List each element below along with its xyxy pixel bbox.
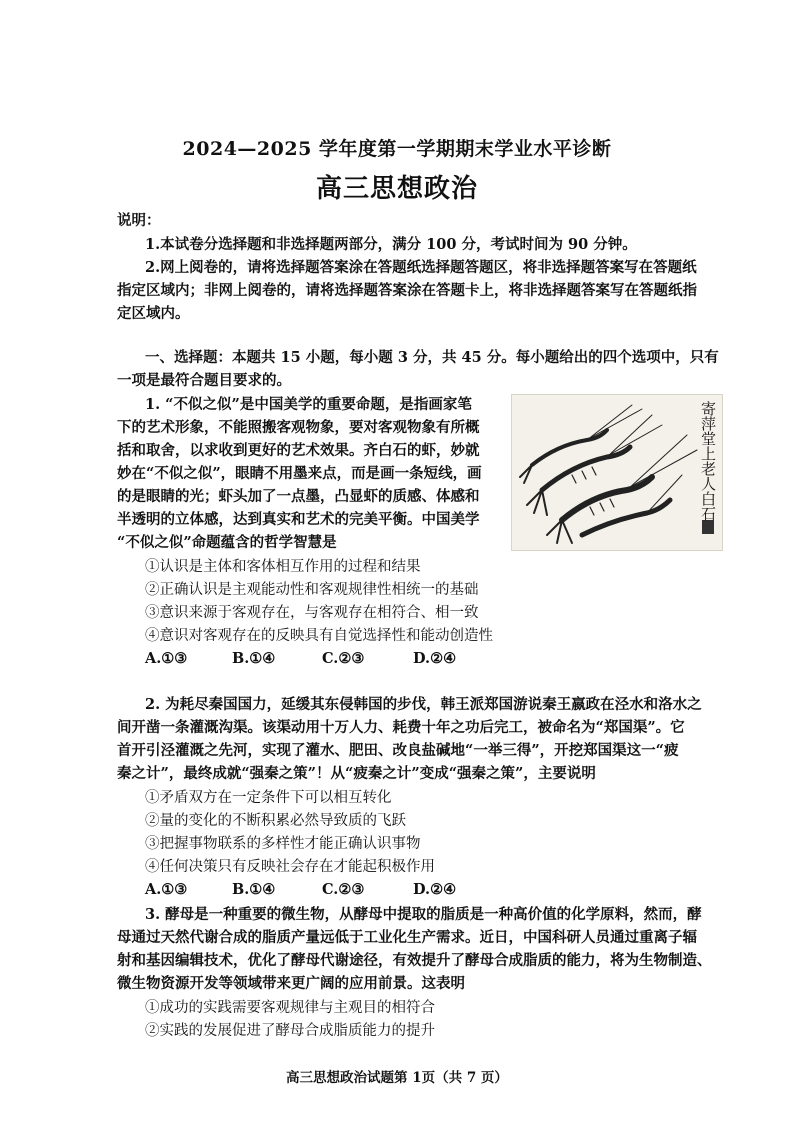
subject-title: 高三思想政治	[315, 174, 478, 204]
seal-stamp	[702, 520, 714, 534]
q1-stem-line: 1. “不似之似”是中国美学的重要命题，是指画家笔	[145, 396, 472, 413]
q2-statement-3: ③把握事物联系的多样性才能正确认识事物	[145, 836, 421, 852]
instruction-1: 1.本试卷分选择题和非选择题两部分，满分 100 分，考试时间为 90 分钟。	[145, 236, 637, 253]
section-1-heading-cont: 一项是最符合题目要求的。	[117, 372, 291, 389]
q2-choice-c: C.②③	[322, 881, 365, 898]
q2-statement-1: ①矛盾双方在一定条件下可以相互转化	[145, 790, 392, 806]
q1-stem-line: 括和取舍，以求收到更好的艺术效果。齐白石的虾，妙就	[117, 442, 480, 459]
q1-choice-b: B.①④	[232, 650, 276, 667]
instruction-2-line-3: 定区域内。	[117, 305, 190, 322]
q2-stem-line: 间开凿一条灌溉沟渠。该渠动用十万人力、耗费十年之功后完工，被命名为“郑国渠”。它	[117, 719, 685, 736]
q1-stem-line: 的是眼睛的光；虾头加了一点墨，凸显虾的质感、体感和	[117, 488, 480, 505]
q1-stem-line: 下的艺术形象，不能照搬客观物象，要对客观物象有所概	[117, 419, 480, 436]
q3-statement-1: ①成功的实践需要客观规律与主观目的相符合	[145, 1000, 435, 1016]
q1-choice-d: D.②④	[413, 650, 457, 667]
exam-title: 2024—2025 学年度第一学期期末学业水平诊断	[182, 138, 612, 160]
instruction-2-line-1: 2.网上阅卷的，请将选择题答案涂在答题纸选择题答题区，将非选择题答案写在答题纸	[145, 259, 697, 276]
q3-stem-line: 射和基因编辑技术，优化了酵母代谢途径，有效提升了酵母合成脂质的能力，将为生物制造、	[117, 952, 712, 969]
q1-statement-2: ②正确认识是主观能动性和客观规律性相统一的基础	[145, 582, 479, 598]
q2-stem-line: 秦之计”，最终成就“强秦之策”！从“疲秦之计”变成“强秦之策”，主要说明	[117, 765, 596, 782]
painting-inscription: 寄萍堂上老人白石	[699, 401, 717, 521]
q2-statement-2: ②量的变化的不断积累必然导致质的飞跃	[145, 813, 406, 829]
q1-statement-1: ①认识是主体和客体相互作用的过程和结果	[145, 559, 421, 575]
q1-statement-4: ④意识对客观存在的反映具有自觉选择性和能动创造性	[145, 628, 493, 644]
page-footer: 高三思想政治试题第 1页（共 7 页）	[286, 1070, 508, 1086]
q3-stem-line: 母通过天然代谢合成的脂质产量远低于工业化生产需求。近日，中国科研人员通过重离子辐	[117, 929, 697, 946]
q2-stem-line: 2. 为耗尽秦国国力，延缓其东侵韩国的步伐，韩王派郑国游说秦王嬴政在泾水和洛水之	[145, 696, 702, 713]
q1-stem-line: 半透明的立体感，达到真实和艺术的完美平衡。中国美学	[117, 511, 480, 528]
q1-stem-line: “不似之似”命题蕴含的哲学智慧是	[117, 534, 337, 551]
q2-statement-4: ④任何决策只有反映社会存在才能起积极作用	[145, 859, 435, 875]
q3-stem-line: 3. 酵母是一种重要的微生物，从酵母中提取的脂质是一种高价值的化学原料，然而，酵	[145, 906, 702, 923]
instructions-label: 说明：	[117, 212, 161, 229]
q1-choice-c: C.②③	[322, 650, 365, 667]
section-1-heading: 一、选择题：本题共 15 小题，每小题 3 分，共 45 分。每小题给出的四个选项中，只有	[145, 349, 719, 366]
q1-stem-line: 妙在“不似之似”，眼睛不用墨来点，而是画一条短线，画	[117, 465, 482, 482]
shrimp-painting	[511, 394, 723, 551]
shrimp-painting-illustration	[512, 395, 722, 550]
q1-choice-a: A.①③	[145, 650, 188, 667]
q3-stem-line: 微生物资源开发等领域带来更广阔的应用前景。这表明	[117, 975, 465, 992]
q2-choice-b: B.①④	[232, 881, 276, 898]
q2-choice-a: A.①③	[145, 881, 188, 898]
q3-statement-2: ②实践的发展促进了酵母合成脂质能力的提升	[145, 1023, 435, 1039]
instruction-2-line-2: 指定区域内；非网上阅卷的，请将选择题答案涂在答题卡上，将非选择题答案写在答题纸指	[117, 282, 697, 299]
q2-choice-d: D.②④	[413, 881, 457, 898]
q2-stem-line: 首开引泾灌溉之先河，实现了灌水、肥田、改良盐碱地“一举三得”，开挖郑国渠这一“疲	[117, 742, 679, 759]
q1-statement-3: ③意识来源于客观存在，与客观存在相符合、相一致	[145, 605, 479, 621]
